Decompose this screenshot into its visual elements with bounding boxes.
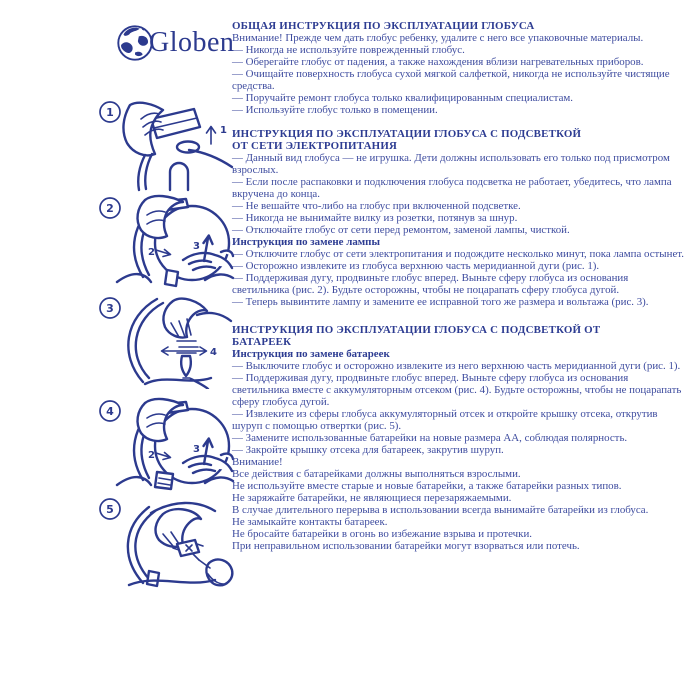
figure-2-arrow-label-3: 3 xyxy=(193,241,200,252)
figure-2-number: 2 xyxy=(106,202,114,215)
warning-line: Не используйте вместе старые и новые батарейки, а также батарейки разных типов. xyxy=(232,480,622,492)
section-general-instructions xyxy=(232,20,686,116)
paragraph: — Поддерживая дугу, продвиньте глобус вперед. Выньте сферу глобуса из основания светильника вместе с аккумуляторным отсеком (рис. 4). Будьте осторожны, чтобы не поцарапать сферу глобуса дугой. xyxy=(232,372,682,408)
globen-logo xyxy=(114,22,234,64)
figure-4-arrow-label-3: 3 xyxy=(193,444,200,455)
figure-5-illustration xyxy=(93,494,237,590)
warning-line: Не заряжайте батарейки, не являющиеся перезаряжаемыми. xyxy=(232,492,512,504)
figure-4-arrow-label-2: 2 xyxy=(148,450,155,461)
figure-1-arrow-label: 1 xyxy=(220,125,227,136)
paragraph: — Отключите глобус от сети электропитания и подождите несколько минут, пока лампа остынет. xyxy=(232,248,684,260)
section-1-heading: ОБЩАЯ ИНСТРУКЦИЯ ПО ЭКСПЛУАТАЦИИ ГЛОБУСА xyxy=(232,20,535,32)
figure-1-illustration xyxy=(93,97,237,193)
instructions-text-column xyxy=(232,20,686,552)
paragraph: — Осторожно извлеките из глобуса верхнюю часть меридианной дуги (рис. 1). xyxy=(232,260,600,272)
warning-line: Не бросайте батарейки в огонь во избежание взрыва и протечки. xyxy=(232,528,533,540)
figure-4-illustration xyxy=(93,396,237,492)
section-3-heading-line-1: ИНСТРУКЦИЯ ПО ЭКСПЛУАТАЦИИ ГЛОБУСА С ПОДСВЕТКОЙ ОТ xyxy=(232,324,601,336)
warning-line: При неправильном использовании батарейки могут взорваться или потечь. xyxy=(232,540,580,552)
paragraph: — Поддерживая дугу, продвиньте глобус вперед. Выньте сферу глобуса из основания светильника (рис. 2). Будьте осторожны, чтобы не поцарапать сферу глобуса дугой. xyxy=(232,272,629,296)
lamp-replacement-subheading: Инструкция по замене лампы xyxy=(232,236,380,248)
figure-2-arrow-label-2: 2 xyxy=(148,247,155,258)
paragraph: — Выключите глобус и осторожно извлеките из него верхнюю часть меридианной дуги (рис. 1). xyxy=(232,360,681,372)
paragraph: — Поручайте ремонт глобуса только квалифицированным специалистам. xyxy=(232,92,574,104)
brand-name: Globen xyxy=(149,27,235,58)
section-2-heading-line-1: ИНСТРУКЦИЯ ПО ЭКСПЛУАТАЦИИ ГЛОБУСА С ПОДСВЕТКОЙ xyxy=(232,128,582,140)
figure-5-number: 5 xyxy=(106,503,114,516)
paragraph: — Закройте крышку отсека для батареек, закрутив шуруп. xyxy=(232,444,504,456)
paragraph: — Очищайте поверхность глобуса сухой мягкой салфеткой, никогда не используйте чистящие средства. xyxy=(232,68,670,92)
paragraph: — Если после распаковки и подключения глобуса подсветка не работает, убедитесь, что лампа вкручена до конца. xyxy=(232,176,672,200)
paragraph: — Замените использованные батарейки на новые размера АА, соблюдая полярность. xyxy=(232,432,628,444)
paragraph: — Отключайте глобус от сети перед ремонтом, заменой лампы, чисткой. xyxy=(232,224,570,236)
paragraph: — Никогда не используйте поврежденный глобус. xyxy=(232,44,465,56)
paragraph: — Не вешайте что-либо на глобус при включенной подсветке. xyxy=(232,200,521,212)
paragraph: — Оберегайте глобус от падения, а также нахождения вблизи нагревательных приборов. xyxy=(232,56,644,68)
section-2-heading-line-2: ОТ СЕТИ ЭЛЕКТРОПИТАНИЯ xyxy=(232,140,398,152)
figure-1-number: 1 xyxy=(106,106,114,119)
paragraph: — Используйте глобус только в помещении. xyxy=(232,104,438,116)
warning-line: Все действия с батарейками должны выполняться взрослыми. xyxy=(232,468,521,480)
warning-label: Внимание! xyxy=(232,456,283,468)
section-battery-powered-globe xyxy=(232,324,686,552)
warning-line: В случае длительного перерыва в использовании всегда вынимайте батарейки из глобуса. xyxy=(232,504,649,516)
figure-3-illustration xyxy=(93,293,237,389)
figure-3-number: 3 xyxy=(106,302,114,315)
figure-2-remove-sphere xyxy=(93,193,237,289)
warning-line: Не замыкайте контакты батареек. xyxy=(232,516,388,528)
figure-3-arrow-label: 4 xyxy=(210,347,217,358)
paragraph: — Данный вид глобуса — не игрушка. Дети должны использовать его только под присмотром взрослых. xyxy=(232,152,670,176)
paragraph: — Теперь вывинтите лампу и замените ее исправной того же размера и вольтажа (рис. 3). xyxy=(232,296,649,308)
figure-4-remove-sphere-battery xyxy=(93,396,237,492)
figure-3-replace-lamp xyxy=(93,293,237,389)
paragraph: — Извлеките из сферы глобуса аккумуляторный отсек и откройте крышку отсека, открутив шуруп с помощью отвертки (рис. 5). xyxy=(232,408,658,432)
figure-5-open-battery-compartment xyxy=(93,494,237,590)
paragraph: — Никогда не вынимайте вилку из розетки, потянув за шнур. xyxy=(232,212,518,224)
figure-4-number: 4 xyxy=(106,405,114,418)
figure-2-illustration xyxy=(93,193,237,289)
section-3-heading-line-2: БАТАРЕЕК xyxy=(232,336,292,348)
battery-replacement-subheading: Инструкция по замене батареек xyxy=(232,348,390,360)
section-mains-powered-globe xyxy=(232,128,686,308)
paragraph: Внимание! Прежде чем дать глобус ребенку, удалите с него все упаковочные материалы. xyxy=(232,32,644,44)
figure-1-remove-meridian-top xyxy=(93,97,237,193)
